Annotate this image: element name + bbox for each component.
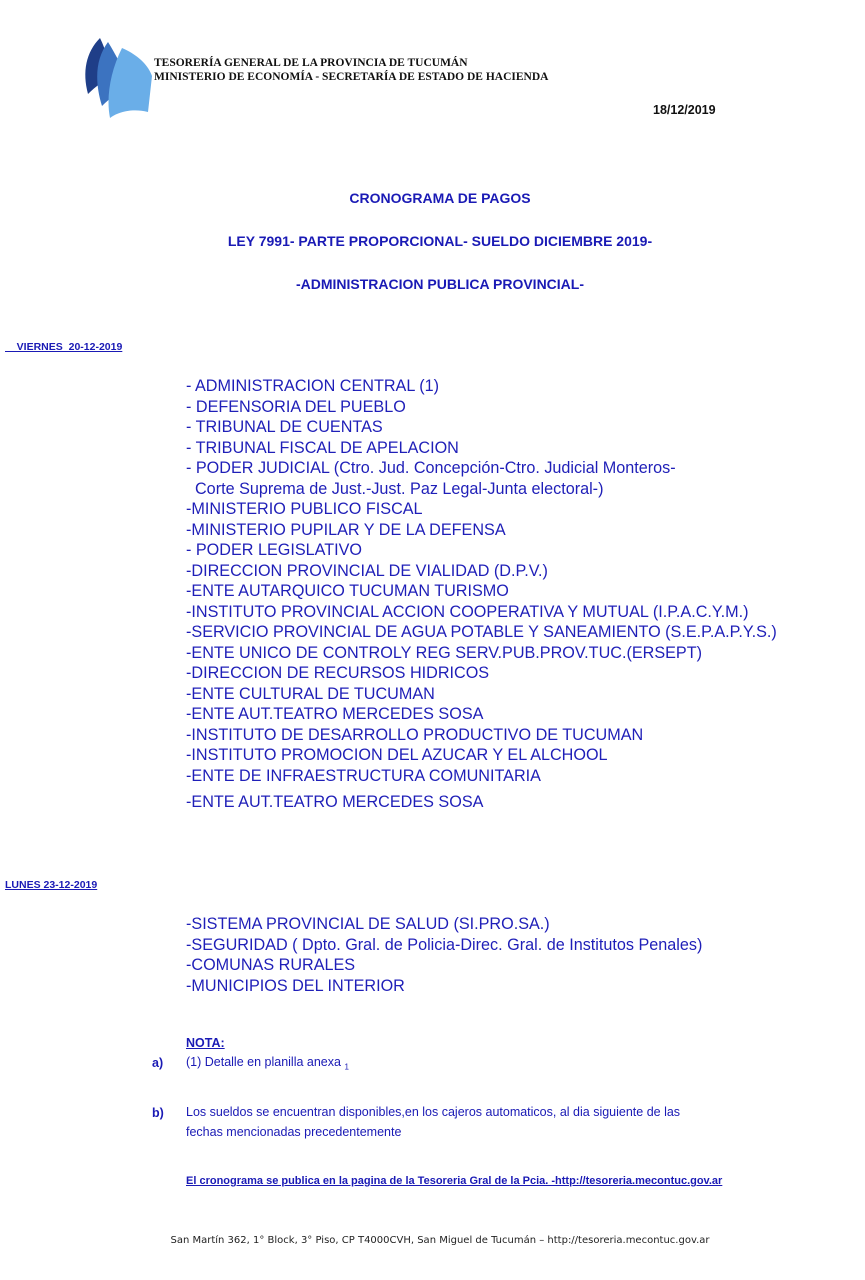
list-item: -MINISTERIO PUPILAR Y DE LA DEFENSA — [186, 520, 506, 539]
list-item: - DEFENSORIA DEL PUEBLO — [186, 397, 406, 416]
list-item: -MINISTERIO PUBLICO FISCAL — [186, 500, 423, 518]
document-subtitle: LEY 7991- PARTE PROPORCIONAL- SUELDO DICIEMBRE 2019- — [227, 233, 653, 249]
list-item: -MUNICIPIOS DEL INTERIOR — [186, 976, 405, 995]
list-item: Corte Suprema de Just.-Just. Paz Legal-Junta electoral-) — [186, 479, 604, 498]
notes-heading: NOTA: — [186, 1036, 225, 1050]
page-footer: San Martín 362, 1° Block, 3° Piso, CP T4000CVH, San Miguel de Tucumán – http://tesoreria.mecontuc.gov.ar — [170, 1235, 710, 1246]
list-item: -COMUNAS RURALES — [186, 956, 356, 974]
document-title: CRONOGRAMA DE PAGOS — [349, 190, 531, 206]
ministry-name: MINISTERIO DE ECONOMÍA - SECRETARÍA DE ESTADO DE HACIENDA — [154, 70, 549, 83]
list-item: -SERVICIO PROVINCIAL DE AGUA POTABLE Y SANEAMIENTO (S.E.P.A.P.Y.S.) — [186, 623, 777, 641]
list-item: -ENTE CULTURAL DE TUCUMAN — [186, 684, 435, 703]
document-date: 18/12/2019 — [653, 103, 716, 117]
list-item: -INSTITUTO PROMOCION DEL AZUCAR Y EL ALCHOOL — [186, 746, 608, 764]
schedule-day-friday: VIERNES 20-12-2019 — [5, 341, 123, 353]
list-item: - PODER JUDICIAL (Ctro. Jud. Concepción-Ctro. Judicial Monteros- — [186, 459, 676, 477]
organization-header — [154, 57, 548, 84]
list-item: -SISTEMA PROVINCIAL DE SALUD (SI.PRO.SA.) — [186, 915, 550, 933]
list-item: - PODER LEGISLATIVO — [186, 541, 363, 559]
list-item: -INSTITUTO PROVINCIAL ACCION COOPERATIVA Y MUTUAL (I.P.A.C.Y.M.) — [186, 602, 749, 621]
list-item: -ENTE UNICO DE CONTROLY REG SERV.PUB.PROV.TUC.(ERSEPT) — [186, 643, 702, 662]
note-a-content: (1) Detalle en planilla anexa — [186, 1055, 341, 1069]
list-item: - TRIBUNAL FISCAL DE APELACION — [186, 438, 459, 457]
list-item: -ENTE AUTARQUICO TUCUMAN TURISMO — [186, 582, 509, 600]
list-item: -ENTE DE INFRAESTRUCTURA COMUNITARIA — [186, 766, 541, 785]
org-name: TESORERÍA GENERAL DE LA PROVINCIA DE TUCUMÁN — [154, 57, 468, 69]
list-item: - TRIBUNAL DE CUENTAS — [186, 418, 383, 436]
publication-link[interactable]: El cronograma se publica en la pagina de la Tesoreria Gral de la Pcia. -http://tesoreria.mecontuc.gov.ar — [186, 1175, 723, 1187]
note-a-letter: a) — [152, 1056, 164, 1070]
note-b-line2: fechas mencionadas precedentemente — [186, 1125, 402, 1139]
note-b-letter: b) — [152, 1106, 164, 1120]
schedule-day-monday: LUNES 23-12-2019 — [5, 879, 98, 891]
entity-list-monday — [186, 914, 702, 996]
note-a-subscript: 1 — [344, 1062, 349, 1072]
note-b-line1: Los sueldos se encuentran disponibles,en los cajeros automaticos, al dia siguiente de las — [186, 1105, 681, 1119]
note-b-text — [186, 1102, 826, 1142]
list-item: -DIRECCION DE RECURSOS HIDRICOS — [186, 664, 490, 682]
note-a-text — [186, 1052, 349, 1078]
list-item: -DIRECCION PROVINCIAL DE VIALIDAD (D.P.V.) — [186, 561, 548, 580]
document-section-title: -ADMINISTRACION PUBLICA PROVINCIAL- — [295, 276, 585, 292]
tesoreria-logo-icon — [78, 28, 156, 120]
list-item: -INSTITUTO DE DESARROLLO PRODUCTIVO DE TUCUMAN — [186, 725, 644, 744]
list-item: - ADMINISTRACION CENTRAL (1) — [186, 377, 440, 395]
entity-list-friday — [186, 376, 777, 813]
list-item: -ENTE AUT.TEATRO MERCEDES SOSA — [186, 705, 484, 723]
list-item: -ENTE AUT.TEATRO MERCEDES SOSA — [186, 793, 484, 811]
list-item: -SEGURIDAD ( Dpto. Gral. de Policia-Direc. Gral. de Institutos Penales) — [186, 935, 703, 954]
